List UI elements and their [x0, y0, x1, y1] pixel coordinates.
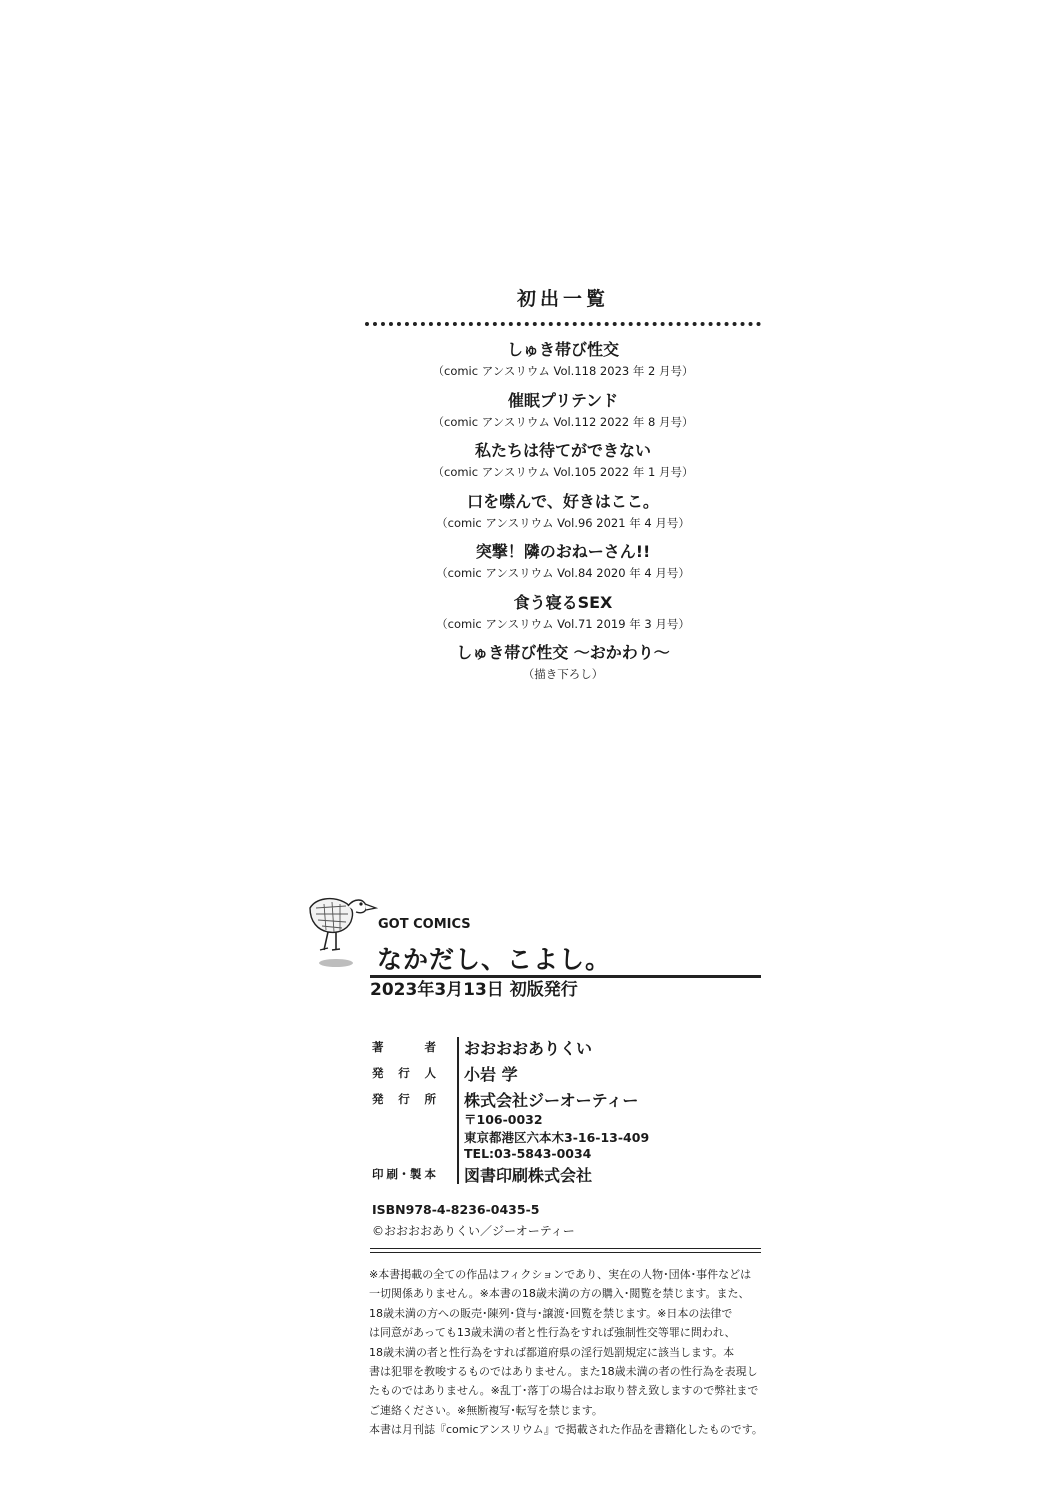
story-title: しゅき帯び性交 [506, 340, 619, 359]
legal-notice [369, 1265, 764, 1440]
postal-code: 〒106-0032 [464, 1112, 543, 1127]
notice-rule [370, 1248, 761, 1253]
notice-line: たものではありません。※乱丁･落丁の場合はお取り替え致しますので弊社まで [369, 1384, 759, 1398]
publisher-name: 株式会社ジーオーティー [464, 1091, 639, 1110]
notice-line: 本書は月刊誌『comicアンスリウム』で掲載された作品を書籍化したものです。 [369, 1423, 763, 1437]
list-item [365, 389, 761, 440]
notice-line: ご連絡ください。※無断複写･転写を禁じます。 [369, 1403, 603, 1417]
first-appearance-list [365, 338, 761, 692]
telephone: TEL:03-5843-0034 [464, 1146, 592, 1161]
address: 東京都港区六本木3-16-13-409 [464, 1130, 650, 1145]
story-title: 突撃！隣のおねーさん!! [475, 542, 651, 561]
story-title: 私たちは待てができない [474, 441, 651, 460]
author-name: おおおおありくい [464, 1039, 593, 1058]
story-source: （comic アンスリウム Vol.96 2021 年 4 月号） [436, 515, 690, 530]
notice-line: 一切関係ありません。※本書の18歳未満の方の購入･閲覧を禁じます。また、 [369, 1287, 750, 1301]
dotted-divider [365, 322, 761, 326]
edition-date: 2023年3月13日 初版発行 [370, 980, 578, 1000]
series-name: GOT COMICS [378, 917, 471, 932]
story-title: 口を噤んで、好きはここ。 [467, 491, 659, 511]
publisher-person-name: 小岩 学 [464, 1065, 518, 1084]
story-source: （comic アンスリウム Vol.112 2022 年 8 月号） [432, 414, 694, 429]
notice-line: 18歳未満の方への販売･陳列･貸与･譲渡･回覧を禁じます。※日本の法律で [369, 1306, 733, 1320]
notice-line: 書は犯罪を教唆するものではありません。また18歳未満の者の性行為を表現し [369, 1365, 758, 1379]
list-item [365, 490, 761, 541]
story-source: （comic アンスリウム Vol.118 2023 年 2 月号） [432, 364, 694, 378]
list-item [365, 439, 761, 490]
list-item [365, 641, 761, 692]
list-item [365, 338, 761, 389]
story-title: しゅき帯び性交 〜おかわり〜 [456, 643, 670, 662]
book-title: なかだし、こよし。 [377, 945, 612, 974]
list-item [365, 591, 761, 642]
story-source: （comic アンスリウム Vol.71 2019 年 3 月号） [436, 616, 690, 631]
notice-line: は同意があっても13歳未満の者と性行為をすれば強制性交等罪に問われ、 [369, 1326, 736, 1340]
notice-line: ※本書掲載の全ての作品はフィクションであり、実在の人物･団体･事件などは [369, 1268, 752, 1281]
notice-line: 18歳未満の者と性行為をすれば都道府県の淫行処罰規定に該当します。本 [369, 1345, 735, 1359]
story-source: （comic アンスリウム Vol.84 2020 年 4 月号） [436, 566, 690, 580]
first-appearance-section [365, 284, 761, 692]
story-source: （描き下ろし） [522, 667, 604, 681]
publisher-person-label: 発 行 人 [372, 1066, 436, 1080]
first-appearance-title: 初出一覧 [516, 288, 609, 310]
copyright: ©おおおおありくい／ジーオーティー [372, 1224, 575, 1238]
story-title: 食う寝るSEX [513, 592, 613, 612]
publisher-label: 発 行 所 [372, 1092, 436, 1106]
story-source: （comic アンスリウム Vol.105 2022 年 1 月号） [432, 465, 694, 479]
printer-label: 印刷･製本 [372, 1167, 436, 1181]
author-label: 著 者 [372, 1040, 436, 1054]
story-title: 催眠プリテンド [507, 390, 619, 410]
bird-logo-icon [306, 884, 378, 972]
isbn: ISBN978-4-8236-0435-5 [372, 1202, 540, 1217]
credits-divider [457, 1037, 459, 1184]
printer-name: 図書印刷株式会社 [464, 1166, 593, 1185]
list-item [365, 540, 761, 591]
